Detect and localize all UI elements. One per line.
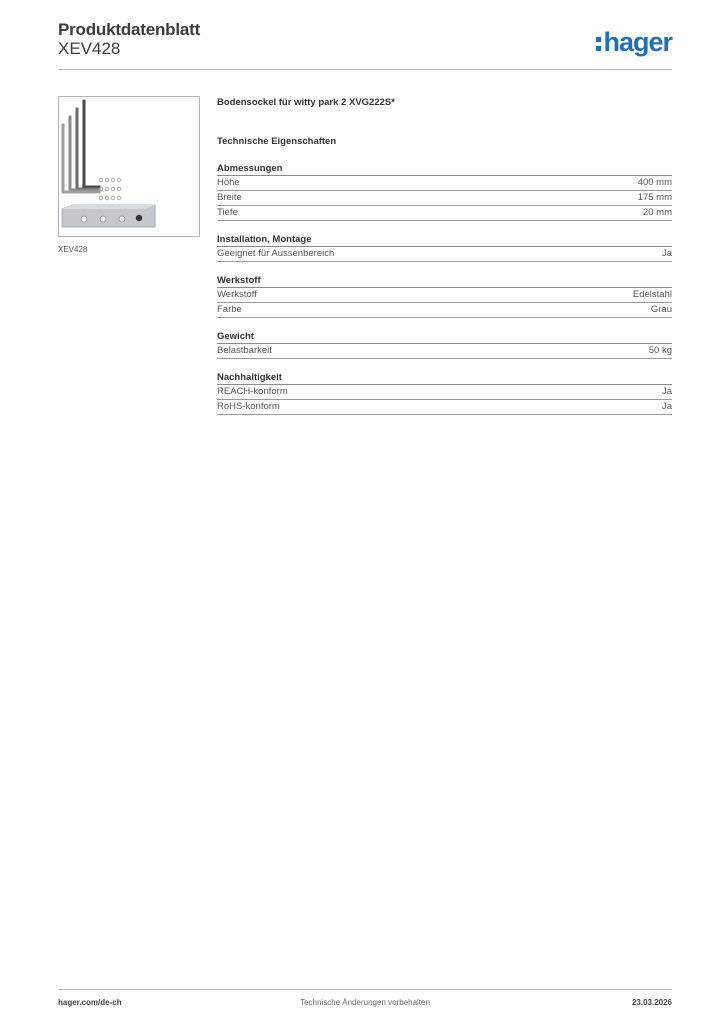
spec-label: Höhe — [217, 177, 240, 188]
floor-socket-icon — [59, 97, 199, 236]
spec-row — [217, 206, 672, 221]
spec-group-title: Werkstoff — [217, 274, 672, 288]
spec-row — [217, 288, 672, 303]
hager-logo — [596, 27, 672, 58]
spec-label: Tiefe — [217, 207, 238, 218]
product-name: Bodensockel für witty park 2 XVG222S* — [217, 97, 395, 108]
footer-note: Technische Änderungen vorbehalten — [300, 998, 430, 1007]
product-image-caption: XEV428 — [58, 245, 88, 254]
spec-group-title: Nachhaltigkeit — [217, 371, 672, 385]
spec-value: 50 kg — [648, 345, 672, 356]
spec-row — [217, 191, 672, 206]
footer-divider — [58, 989, 672, 990]
logo-colon-icon — [596, 34, 602, 52]
spec-value: 400 mm — [637, 177, 672, 188]
document-title: Produktdatenblatt — [58, 20, 201, 39]
spec-group-installation — [217, 233, 672, 262]
spec-group-sustainability — [217, 371, 672, 415]
document-subtitle: XEV428 — [58, 39, 121, 58]
spec-group-title: Gewicht — [217, 330, 672, 344]
spec-row — [217, 385, 672, 400]
spec-group-dimensions — [217, 162, 672, 221]
spec-row — [217, 303, 672, 318]
product-image — [58, 96, 200, 237]
technical-heading: Technische Eigenschaften — [217, 136, 337, 147]
page-header — [58, 20, 672, 69]
spec-value: Edelstahl — [632, 289, 672, 300]
spec-row — [217, 344, 672, 359]
spec-label: Geeignet für Aussenbereich — [217, 248, 335, 259]
spec-value: 175 mm — [637, 192, 672, 203]
spec-row — [217, 176, 672, 191]
spec-value: 20 mm — [642, 207, 672, 218]
spec-label: Werkstoff — [217, 289, 257, 300]
spec-value: Ja — [661, 248, 672, 259]
spec-label: Belastbarkeit — [217, 345, 272, 356]
spec-value: Grau — [650, 304, 672, 315]
spec-row — [217, 247, 672, 262]
product-content — [217, 96, 672, 415]
page-footer — [58, 998, 672, 1010]
header-divider — [58, 69, 672, 70]
spec-value: Ja — [661, 401, 672, 412]
spec-label: Breite — [217, 192, 242, 203]
footer-date: 23.03.2026 — [631, 998, 672, 1007]
spec-group-weight — [217, 330, 672, 359]
spec-value: Ja — [661, 386, 672, 397]
spec-group-material — [217, 274, 672, 318]
logo-text: hager — [603, 27, 672, 57]
spec-group-title: Abmessungen — [217, 162, 672, 176]
spec-label: RoHS-konform — [217, 401, 280, 412]
spec-row — [217, 400, 672, 415]
spec-label: Farbe — [217, 304, 242, 315]
spec-label: REACH-konform — [217, 386, 288, 397]
footer-website-link[interactable]: hager.com/de-ch — [58, 998, 122, 1007]
spec-group-title: Installation, Montage — [217, 233, 672, 247]
